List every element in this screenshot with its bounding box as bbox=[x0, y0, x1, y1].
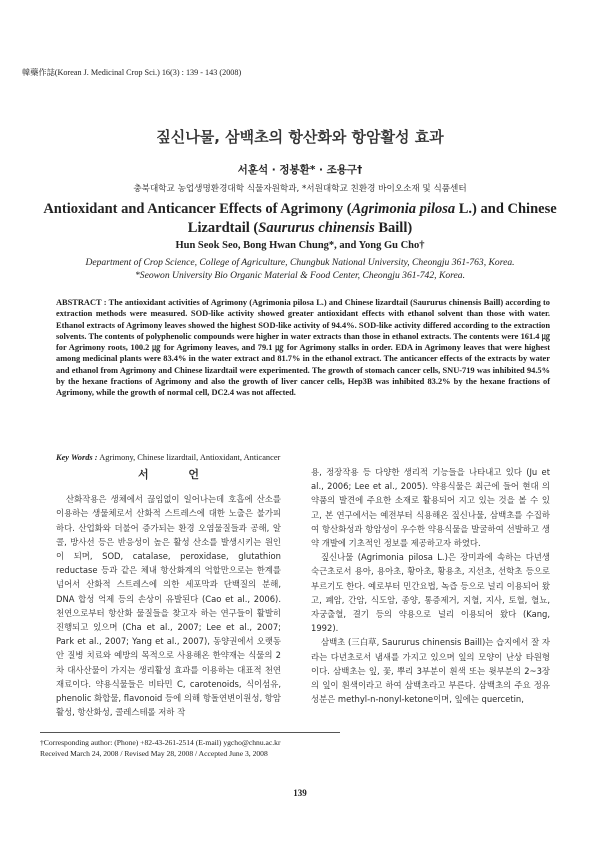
keywords-text: Agrimony, Chinese lizardtail, Antioxidant, Anticancer bbox=[99, 453, 281, 462]
korean-affiliation: 충북대학교 농업생명환경대학 식물자원학과, *서원대학교 친환경 바이오소재 및 식품센터 bbox=[133, 184, 467, 194]
footnote-divider bbox=[40, 732, 340, 733]
right-paragraph: 용, 정장작용 등 다양한 생리적 기능들을 나타내고 있다 (Ju et al., 2006; Lee et al., 2005). 약용식물은 최근에 들어 현대 의약품의 발견에 주요한 소재로 활용되어 지고 있는 것을 볼 수 있고, 본 연구에서는 예전부터 식용해온 짚신나물, 삼백초를 수집하여 항산화성과 항암성이 우수한 약용식물을 발굴하여 선발하고 생약 개발에 기초적인 정보를 제공하고자 하였다. bbox=[311, 467, 550, 549]
korean-authors: 서훈석 · 정봉환* · 조용구† bbox=[237, 164, 363, 176]
footnote bbox=[40, 737, 281, 759]
english-title-species2: Saururus chinensis bbox=[258, 220, 375, 236]
english-title-part1: Antioxidant and Anticancer Effects of Agrimony ( bbox=[43, 201, 352, 217]
english-affiliation-1: Department of Crop Science, College of Agriculture, Chungbuk National University, Cheongju 361-763, Korea. bbox=[85, 257, 515, 268]
english-title-part3: Baill) bbox=[374, 220, 413, 236]
footnote-received: Received March 24, 2008 / Revised May 28, 2008 / Accepted June 3, 2008 bbox=[40, 749, 268, 758]
english-affiliation-2: *Seowon University Bio Organic Material & Food Center, Cheongju 361-742, Korea. bbox=[135, 269, 465, 281]
journal-header: 韓藥作誌(Korean J. Medicinal Crop Sci.) 16(3) : 139 - 143 (2008) bbox=[22, 68, 242, 77]
abstract: ABSTRACT : The antioxidant activities of Agrimony (Agrimonia pilosa L.) and Chinese lizardtail (Saururus chinensis Baill) according to extraction methods were measured. SOD-like activity showed greater antioxidant effects with ethanol solvent than those with water. Ethanol extracts of Agrimony leaves showed the highest SOD-like activity of 94.4%. SOD-like activity differed according to the extraction solvents. The contents of polyphenolic compounds were higher in water extracts than those in ethanol extracts. The contents were 161.4 ㎍ for Agrimony roots, 100.2 ㎍ for Agrimony leaves, and 79.1 ㎍ for Agrimony stalks in order. EDA in Agrimony leaves that were highest among medicinal plants were 83.4% in the water extract and 81.7% in the ethanol extract. The anticancer effects of the extracts by water and ethanol from Agrimony and Chinese lizardtail were experimented. The growth of stomach cancer cells, SNU-719 was inhibited 94.5% by the hexane fractions of Agrimony and also the growth of liver cancer cells, Hep3B was inhibited 83.2% by the hexane fractions of Agrimony, while the growth of normal cell, DC2.4 was not affected. bbox=[56, 298, 550, 398]
section-heading: 서 언 bbox=[137, 468, 218, 481]
english-affiliation bbox=[40, 257, 560, 282]
footnote-corresponding: †Corresponding author: (Phone) +82-43-261-2514 (E-mail) ygcho@chnu.ac.kr bbox=[40, 738, 281, 747]
english-title bbox=[40, 200, 560, 238]
right-column bbox=[311, 465, 550, 706]
page-number: 139 bbox=[293, 788, 307, 798]
korean-title: 짚신나물, 삼백초의 항산화와 항암활성 효과 bbox=[156, 128, 444, 146]
english-title-part2: L.) and Chinese Lizardtail ( bbox=[187, 201, 557, 236]
left-paragraph: 산화작용은 생체에서 끊임없이 일어나는데 호흡에 산소를 이용하는 생물체로서 산화적 스트레스에 대한 노출은 불가피하다. 산업화와 더불어 증가되는 환경 오염물질들과 공해, 알콜, 방사선 등은 반응성이 높은 활성 산소를 발생시키는 원인이 되며, SOD, catalase, peroxidase, glutathion reductase 등과 같은 체내 항산화계의 억할만으로는 한계를 넘어서 산화적 스트레스에 의한 세포막과 단백질의 분해, DNA 합성 억제 등의 손상이 유발된다 (Cao et al., 2006). 천연으로부터 항산화 물질들을 찾고자 하는 연구들이 활발히 진행되고 있으며 (Cha et al., 2007; Lee et al., 2007; Park et al., 2007; Yang et al., 2007), 동양권에서 오랫동안 질병 치료와 예방의 목적으로 사용해온 한약재는 식물의 2차 대사산물이 가지는 생리활성 효과를 이용하는 대표적 천연 재료이다. 약용식물들은 비타민 C, carotenoids, 식이섬유, phenolic 화합물, flavonoid 등에 의해 항돌연변이원성, 항암활성, 항산화성, 콜레스테롤 저하 작 bbox=[56, 494, 281, 718]
english-authors: Hun Seok Seo, Bong Hwan Chung*, and Yong Gu Cho† bbox=[175, 240, 425, 251]
english-title-species1: Agrimonia pilosa bbox=[351, 201, 456, 217]
right-paragraph: 짚신나물 (Agrimonia pilosa L.)은 장미과에 속하는 다년생 숙근초로서 용아, 용아초, 황아초, 황용초, 지선초, 선학초 등으로 부르기도 한다. 예로부터 민간요법, 녹즙 등으로 널리 이용되어 왔고, 폐암, 간암, 식도암, 종양, 통증제거, 지혈, 지사, 토혈, 혈뇨, 자궁출혈, 결기 등의 약용으로 널리 이용되어 왔다 (Kang, 1992). bbox=[311, 552, 550, 634]
left-column bbox=[56, 460, 281, 719]
right-paragraph: 삼백초 (三白草, Saururus chinensis Baill)는 습지에서 잘 자라는 다년초로서 냄새를 가지고 있으며 잎의 모양이 난상 타원형이다. 삼백초는 잎, 꽃, 뿌리 3부분이 흰색 또는 윗부분의 2~3장의 잎이 흰색이라고 하여 삼백초라고 부른다. 삼백초의 주요 정유성분은 methyl-n-nonyl-ketone이며, 잎에는 quercetin, bbox=[311, 637, 550, 705]
keywords-label: Key Words : bbox=[56, 453, 98, 462]
